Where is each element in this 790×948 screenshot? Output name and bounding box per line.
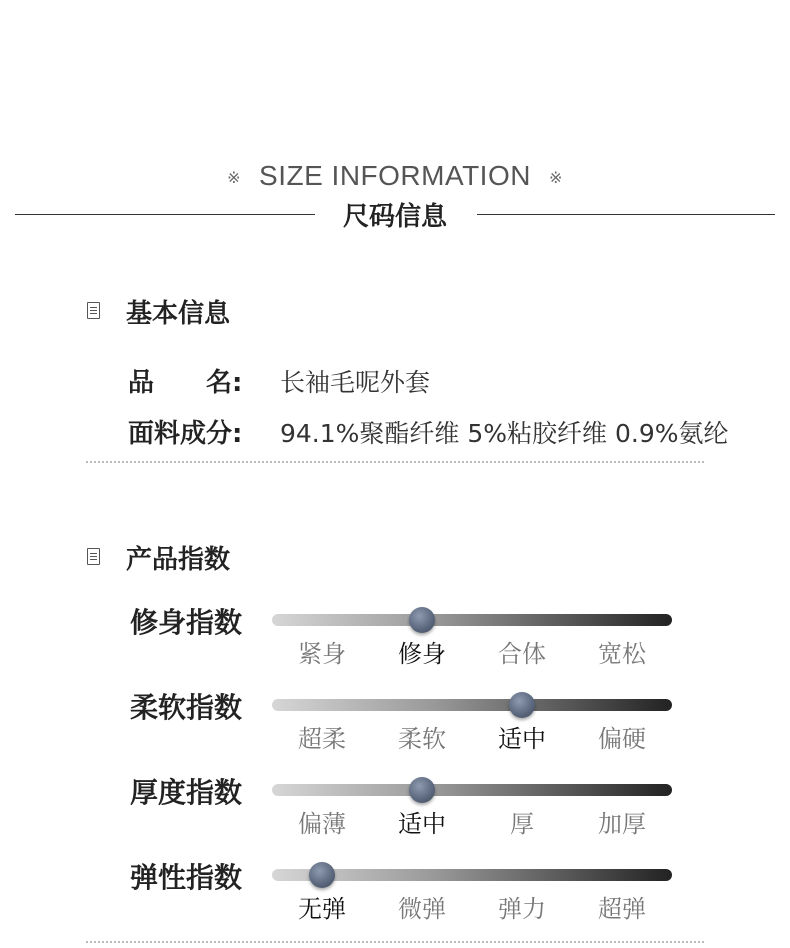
index-option-label: 超弹 (598, 895, 646, 923)
product-name-label: 品 名: (128, 368, 243, 398)
index-option-label: 偏硬 (598, 725, 646, 753)
index-option-label: 适中 (398, 810, 446, 838)
dotted-divider (86, 461, 704, 463)
document-icon (87, 548, 100, 565)
size-information-heading (0, 160, 790, 192)
material-label: 面料成分: (128, 419, 243, 449)
index-slider-track[interactable] (272, 784, 672, 796)
index-option-label: 弹力 (498, 895, 546, 923)
product-name-value: 长袖毛呢外套 (280, 368, 431, 397)
index-option-label: 偏薄 (298, 810, 346, 838)
index-option-label: 超柔 (298, 725, 346, 753)
index-label: 修身指数 (130, 606, 243, 639)
star-ornament-left: ※ (227, 169, 242, 187)
index-option-label: 柔软 (398, 725, 446, 753)
index-slider-track[interactable] (272, 614, 672, 626)
index-slider-knob[interactable] (309, 862, 335, 888)
index-slider-track[interactable] (272, 699, 672, 711)
index-option-label: 宽松 (598, 640, 646, 668)
index-slider-knob[interactable] (509, 692, 535, 718)
index-option-label: 修身 (398, 640, 446, 668)
index-slider-knob[interactable] (409, 607, 435, 633)
heading-chinese: 尺码信息 (342, 202, 447, 232)
dotted-divider (86, 941, 704, 943)
index-label: 厚度指数 (130, 776, 243, 809)
index-option-label: 微弹 (398, 895, 446, 923)
index-option-label: 紧身 (298, 640, 346, 668)
heading-english: SIZE INFORMATION (259, 160, 531, 191)
material-value: 94.1%聚酯纤维 5%粘胶纤维 0.9%氨纶 (280, 419, 729, 448)
section-title-product-index: 产品指数 (126, 545, 231, 575)
index-option-label: 适中 (498, 725, 546, 753)
index-option-label: 合体 (498, 640, 546, 668)
document-icon (87, 302, 100, 319)
index-option-label: 无弹 (298, 895, 346, 923)
index-slider-knob[interactable] (409, 777, 435, 803)
star-ornament-right: ※ (548, 169, 563, 187)
index-label: 柔软指数 (130, 691, 243, 724)
index-label: 弹性指数 (130, 861, 243, 894)
index-option-label: 加厚 (598, 810, 646, 838)
index-option-label: 厚 (510, 810, 534, 838)
section-title-basic-info: 基本信息 (126, 299, 231, 329)
